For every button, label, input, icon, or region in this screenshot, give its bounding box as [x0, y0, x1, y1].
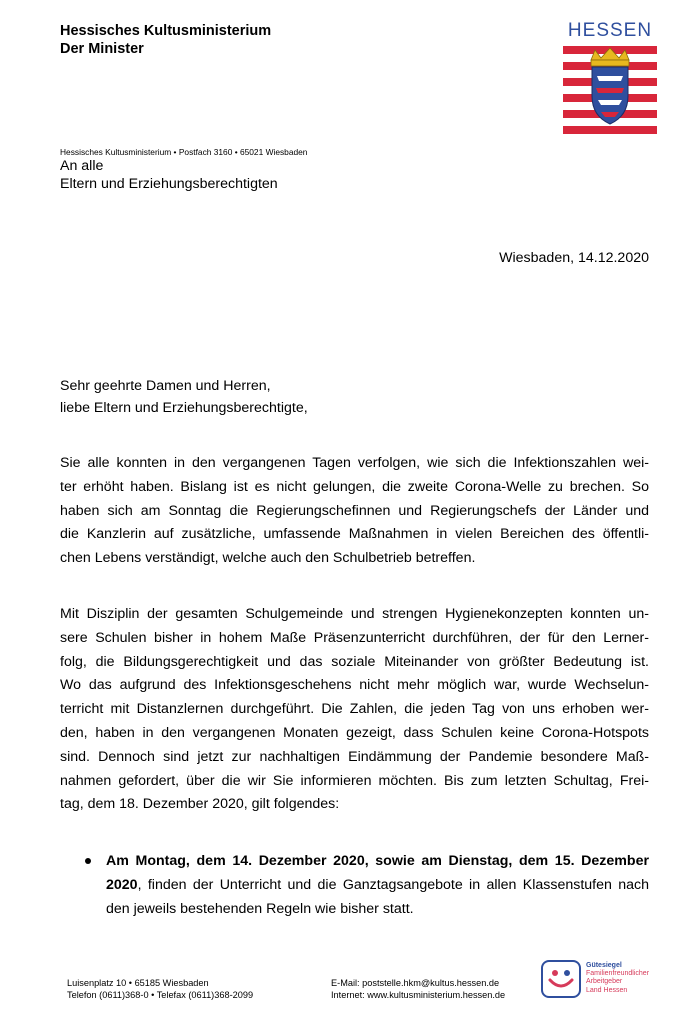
- bullet-bold-year: 2020: [106, 877, 138, 893]
- seal-line-4: Land Hessen: [586, 986, 628, 994]
- footer-phone: Telefon (0611)368-0 • Telefax (0611)368-2099: [67, 990, 254, 1000]
- bullet-bold-line: Am Montag, dem 14. Dezember 2020, sowie am Dienstag, dem 15. Dezember: [106, 853, 649, 869]
- minister-title: Der Minister: [60, 41, 144, 57]
- bullet-text: [106, 849, 649, 921]
- paragraph-line: chen Lebens verständigt, welche auch den Schulbetrieb betreffen.: [60, 550, 476, 567]
- family-friendly-employer-seal: [541, 960, 659, 998]
- paragraph-line: Mit Disziplin der gesamten Schulgemeinde und strengen Hygienekonzepten konnten un-: [60, 606, 649, 622]
- paragraph-line: haben sich am Sonntag die Regierungschefinnen und Regierungschefs der Länder und: [60, 502, 649, 519]
- bullet-line-2: [106, 873, 649, 897]
- footer-street: Luisenplatz 10 • 65185 Wiesbaden: [67, 978, 209, 988]
- seal-line-2: Familienfreundlicher: [586, 970, 650, 978]
- seal-text: [586, 962, 649, 995]
- letterhead-organization: [60, 22, 271, 58]
- paragraph-line: nahmen gefordert, über die wir Sie informieren möchten. Bis zum letzten Schultag, Frei-: [60, 772, 649, 789]
- footer-address: [67, 977, 253, 1001]
- recipient-block: [60, 157, 278, 193]
- footer-email: E-Mail: poststelle.hkm@kultus.hessen.de: [331, 978, 500, 988]
- paragraph-line: Wo das aufgrund des Infektionsgeschehens nicht mehr möglich war, wurde Wechselun-: [60, 677, 649, 694]
- paragraph-line: Sie alle konnten in den vergangenen Tagen verfolgen, wie sich die Infektionszahlen wei-: [60, 455, 649, 471]
- ministry-name: Hessisches Kultusministerium: [60, 23, 272, 39]
- salutation: [60, 375, 308, 419]
- bullet-line-2-rest: , finden der Unterricht und die Ganztagsangebote in allen Klassenstufen nach: [137, 877, 649, 893]
- hessen-logo: [563, 20, 657, 134]
- salutation-line-2: liebe Eltern und Erziehungsberechtigte,: [60, 400, 308, 416]
- hessen-coat-of-arms-icon: [563, 46, 657, 134]
- footer-contact: [331, 977, 505, 1001]
- paragraph-line: terricht mit Distanzlernen durchgeführt. Die Zahlen, die jeden Tag von uns erhoben wer-: [60, 701, 649, 718]
- salutation-line-1: Sehr geehrte Damen und Herren,: [60, 378, 271, 394]
- paragraph-line: tag, dem 18. Dezember 2020, gilt folgendes:: [60, 796, 340, 813]
- recipient-line-1: An alle: [60, 158, 104, 174]
- paragraph-line: folg, die Bildungsgerechtigkeit und das soziale Miteinander von größter Bedeutung ist.: [60, 653, 649, 670]
- seal-line-3: Arbeitgeber: [586, 978, 623, 986]
- bullet-line-3: den jeweils bestehenden Regeln wie bisher statt.: [106, 901, 414, 917]
- footer-website: Internet: www.kultusministerium.hessen.de: [331, 990, 506, 1000]
- paragraph-line: sere Schulen bisher in hohem Maße Präsenzunterricht durchführen, der für den Lerner-: [60, 629, 649, 646]
- body-paragraph-1: [60, 452, 649, 571]
- recipient-line-2: Eltern und Erziehungsberechtigten: [60, 176, 278, 192]
- paragraph-line: ter erhöht haben. Bislang ist es nicht gelungen, die zweite Corona-Welle zu brechen. So: [60, 478, 649, 495]
- letter-date: Wiesbaden, 14.12.2020: [499, 250, 649, 266]
- seal-line-1: Gütesiegel: [586, 962, 622, 969]
- hessen-logo-text: HESSEN: [567, 20, 653, 41]
- bullet-point-icon: [85, 858, 91, 864]
- paragraph-line: sind. Dennoch sind jetzt zur nachhaltigen Eindämmung der Pandemie besondere Maß-: [60, 748, 649, 765]
- paragraph-line: den, haben in den vergangenen Monaten gezeigt, dass Schulen keine Corona-Hotspots: [60, 724, 649, 741]
- sender-return-address: Hessisches Kultusministerium • Postfach 3160 • 65021 Wiesbaden: [60, 147, 308, 157]
- paragraph-line: die Kanzlerin auf zusätzliche, umfassende Maßnahmen in vielen Bereichen des öffentli-: [60, 526, 649, 543]
- smiley-seal-icon: [541, 960, 581, 998]
- body-paragraph-2: [60, 603, 649, 817]
